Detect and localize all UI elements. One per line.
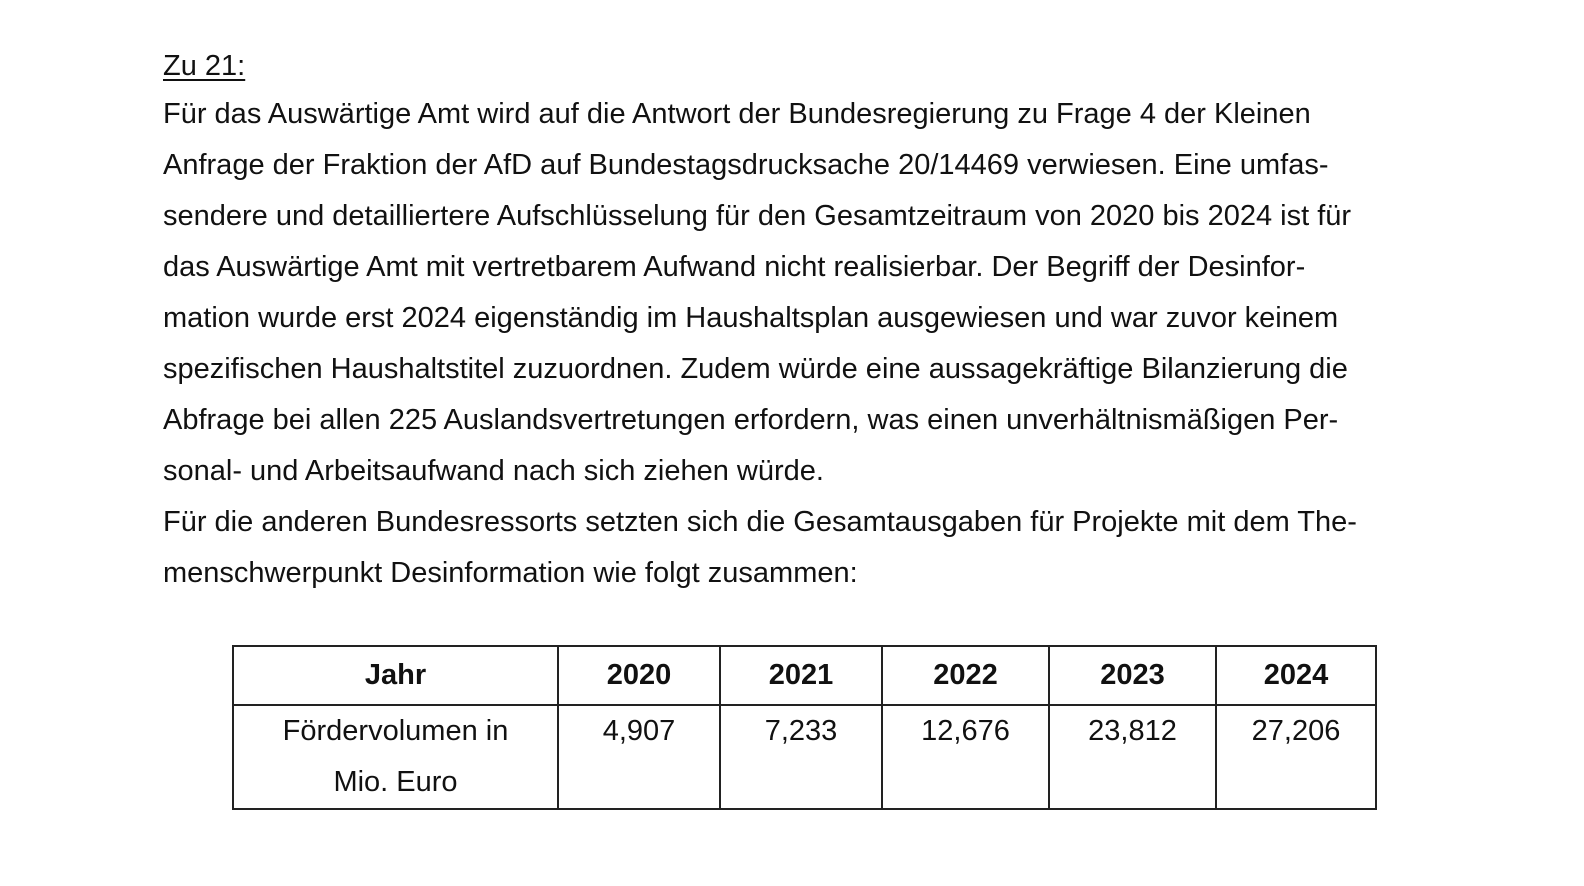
paragraph-line: Für die anderen Bundesressorts setzten sich die Gesamtausgaben für Projekte mit dem The- [163, 506, 1357, 538]
paragraph-line: Für das Auswärtige Amt wird auf die Antwort der Bundesregierung zu Frage 4 der Kleinen [163, 98, 1311, 130]
table-header-row [233, 646, 1376, 705]
paragraph-line: sonal- und Arbeitsaufwand nach sich ziehen würde. [163, 455, 824, 487]
paragraph-line: Abfrage bei allen 225 Auslandsvertretungen erfordern, was einen unverhältnismäßigen Per- [163, 404, 1339, 436]
document-body [163, 44, 1453, 599]
funding-table-container [232, 645, 1377, 810]
answer-paragraph [163, 89, 1453, 599]
funding-table [232, 645, 1377, 810]
paragraph-line: mation wurde erst 2024 eigenständig im Haushaltsplan ausgewiesen und war zuvor keinem [163, 302, 1339, 334]
section-heading: Zu 21: [163, 50, 246, 82]
row-label-line: Mio. Euro [333, 766, 458, 798]
row-label-line: Fördervolumen in [282, 715, 509, 747]
header-cell-2022: 2022 [882, 646, 1049, 705]
value-cell-2023: 23,812 [1049, 705, 1216, 809]
header-cell-2021: 2021 [720, 646, 882, 705]
paragraph-line: das Auswärtige Amt mit vertretbarem Aufwand nicht realisierbar. Der Begriff der Desinfor- [163, 251, 1306, 283]
header-cell-year-label: Jahr [233, 646, 558, 705]
value-cell-2022: 12,676 [882, 705, 1049, 809]
header-cell-2020: 2020 [558, 646, 720, 705]
header-cell-2024: 2024 [1216, 646, 1376, 705]
paragraph-line: menschwerpunkt Desinformation wie folgt zusammen: [163, 557, 858, 589]
row-label-cell [233, 705, 558, 809]
value-cell-2024: 27,206 [1216, 705, 1376, 809]
paragraph-line: Anfrage der Fraktion der AfD auf Bundestagsdrucksache 20/14469 verwiesen. Eine umfas- [163, 149, 1329, 181]
header-cell-2023: 2023 [1049, 646, 1216, 705]
value-cell-2021: 7,233 [720, 705, 882, 809]
paragraph-line: sendere und detailliertere Aufschlüsselung für den Gesamtzeitraum von 2020 bis 2024 ist für [163, 200, 1352, 232]
paragraph-line: spezifischen Haushaltstitel zuzuordnen. Zudem würde eine aussagekräftige Bilanzierung die [163, 353, 1348, 385]
table-row [233, 705, 1376, 809]
value-cell-2020: 4,907 [558, 705, 720, 809]
